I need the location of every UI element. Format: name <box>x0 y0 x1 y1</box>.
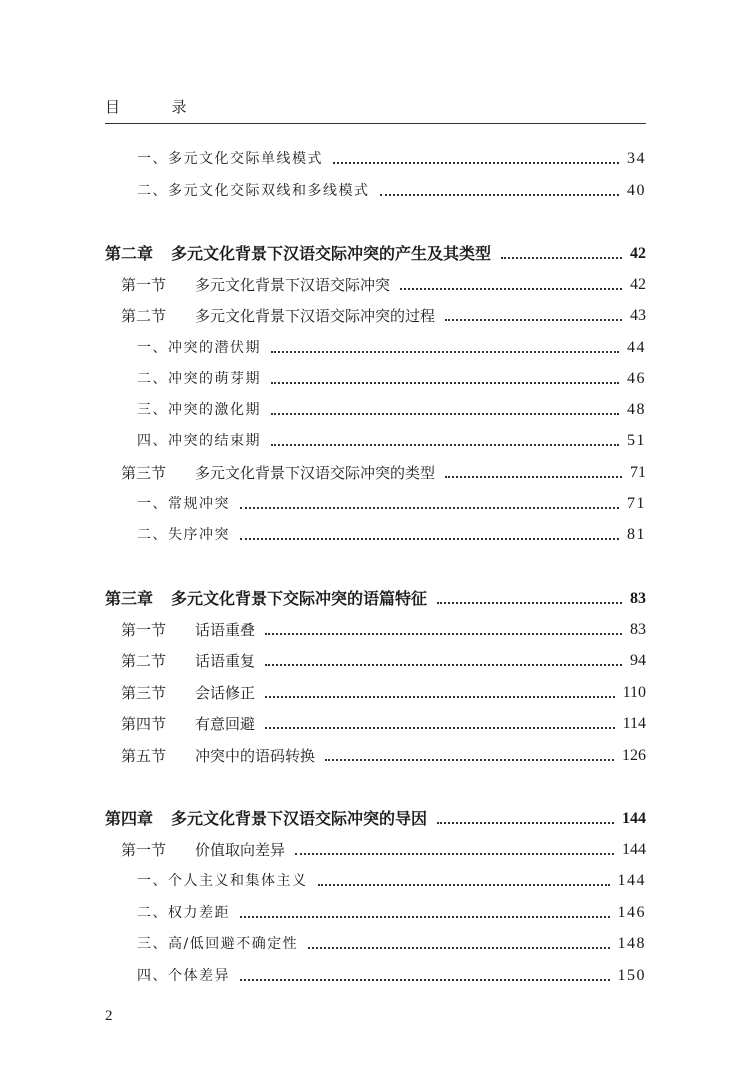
toc-entry-number: 第二章 <box>105 244 154 263</box>
dot-leader <box>240 916 610 918</box>
toc-entry-title <box>121 619 255 641</box>
dot-leader <box>295 853 614 855</box>
toc-entry-section[interactable] <box>121 839 646 861</box>
toc-entry-page: 148 <box>617 935 646 952</box>
toc-entry-item[interactable] <box>137 148 646 170</box>
toc-entry-page: 114 <box>622 715 646 732</box>
toc-entry-title <box>105 588 427 610</box>
toc-entry-text: 常规冲突 <box>168 496 230 512</box>
toc-entry-number: 第一节 <box>121 841 167 859</box>
toc-entry-page: 83 <box>630 621 646 638</box>
toc-entry-title <box>105 243 491 265</box>
dot-leader <box>437 602 622 604</box>
toc-entry-page: 71 <box>627 495 646 512</box>
toc-entry-title <box>137 399 261 421</box>
toc-entry-item[interactable] <box>137 965 646 987</box>
toc-entry-title <box>137 430 261 452</box>
running-head-title: 目 录 <box>105 98 201 116</box>
dot-leader <box>240 507 619 509</box>
toc-entry-item[interactable] <box>137 337 646 359</box>
dot-leader <box>333 162 619 164</box>
toc-entry-number: 一、 <box>137 873 168 889</box>
toc-entry-title <box>121 713 255 735</box>
toc-entry-number: 第一节 <box>121 276 167 294</box>
toc-entry-text: 冲突的激化期 <box>168 402 261 418</box>
toc-entry-title <box>137 368 261 390</box>
toc-entry-page: 40 <box>627 182 646 199</box>
toc-entry-page: 43 <box>630 307 646 324</box>
toc-entry-text: 多元文化背景下交际冲突的语篇特征 <box>171 589 428 608</box>
dot-leader <box>308 947 609 949</box>
toc-entry-title <box>137 902 230 924</box>
dot-leader <box>265 727 615 729</box>
dot-leader <box>318 884 610 886</box>
dot-leader <box>240 538 619 540</box>
toc-entry-title <box>121 839 285 861</box>
toc-entry-text: 价值取向差异 <box>195 841 286 859</box>
toc-entry-title <box>137 933 298 955</box>
toc-entry-page: 144 <box>617 872 646 889</box>
toc-entry-number: 四、 <box>137 433 168 449</box>
toc-entry-text: 多元文化交际单线模式 <box>168 151 323 167</box>
toc-entry-number: 四、 <box>137 968 168 984</box>
toc-entry-text: 个体差异 <box>168 968 230 984</box>
toc-entry-number: 一、 <box>137 151 168 167</box>
toc-entry-page: 83 <box>630 590 646 607</box>
toc-entry-item[interactable] <box>137 430 646 452</box>
toc-entry-page: 126 <box>622 747 646 764</box>
toc-entry-title <box>137 870 308 892</box>
toc-entry-text: 冲突的萌芽期 <box>168 371 261 387</box>
toc-entry-title <box>137 148 323 170</box>
toc-entry-title <box>137 493 230 515</box>
dot-leader <box>501 257 622 259</box>
dot-leader <box>271 413 619 415</box>
dot-leader <box>380 194 620 196</box>
toc-entry-section[interactable] <box>121 650 646 672</box>
toc-entry-title <box>137 524 230 546</box>
toc-entry-text: 多元文化交际双线和多线模式 <box>168 183 370 199</box>
toc-entry-page: 34 <box>627 150 646 167</box>
toc-entry-number: 第二节 <box>121 307 167 325</box>
toc-entry-section[interactable] <box>121 619 646 641</box>
toc-entry-number: 第三节 <box>121 464 167 482</box>
toc-entry-text: 话语重叠 <box>195 621 256 639</box>
toc-entry-text: 冲突的潜伏期 <box>168 340 261 356</box>
toc-entry-page: 94 <box>630 652 646 669</box>
toc-entry-item[interactable] <box>137 524 646 546</box>
toc-entry-text: 失序冲突 <box>168 527 230 543</box>
dot-leader <box>325 759 614 761</box>
toc-entry-page: 71 <box>630 464 646 481</box>
toc-entry-number: 第三节 <box>121 684 167 702</box>
toc-entry-section[interactable] <box>121 713 646 735</box>
toc-entry-title <box>121 682 255 704</box>
toc-entry-section[interactable] <box>121 462 646 484</box>
toc-entry-text: 话语重复 <box>195 652 256 670</box>
toc-entry-page: 46 <box>627 370 646 387</box>
toc-entry-page: 42 <box>630 245 646 262</box>
toc-entry-chapter[interactable] <box>105 243 646 265</box>
toc-entry-page: 42 <box>630 276 646 293</box>
toc-entry-item[interactable] <box>137 493 646 515</box>
toc-entry-text: 有意回避 <box>195 715 256 733</box>
toc-entry-section[interactable] <box>121 682 646 704</box>
toc-entry-text: 多元文化背景下汉语交际冲突 <box>195 276 391 294</box>
toc-entry-page: 150 <box>617 967 646 984</box>
toc-entry-title <box>137 180 370 202</box>
toc-entry-item[interactable] <box>137 933 646 955</box>
toc-entry-page: 146 <box>617 904 646 921</box>
dot-leader <box>445 319 622 321</box>
toc-entry-item[interactable] <box>137 368 646 390</box>
toc-entry-section[interactable] <box>121 274 646 296</box>
toc-entry-text: 高/低回避不确定性 <box>168 936 299 952</box>
toc-entry-number: 第二节 <box>121 652 167 670</box>
toc-entry-number: 第三章 <box>105 589 154 608</box>
toc-entry-number: 第一节 <box>121 621 167 639</box>
dot-leader <box>445 476 622 478</box>
toc-entry-title <box>105 808 427 830</box>
toc-entry-text: 冲突中的语码转换 <box>195 747 316 765</box>
toc-entry-text: 会话修正 <box>195 684 256 702</box>
toc-entry-title <box>121 274 390 296</box>
toc-entry-page: 144 <box>622 841 646 858</box>
toc-entry-page: 44 <box>627 339 646 356</box>
toc-entry-text: 多元文化背景下汉语交际冲突的类型 <box>195 464 436 482</box>
dot-leader <box>271 444 619 446</box>
toc-entry-page: 48 <box>627 401 646 418</box>
toc-entry-item[interactable] <box>137 902 646 924</box>
toc-entry-number: 第四节 <box>121 715 167 733</box>
toc-entry-title <box>121 650 255 672</box>
toc-entry-item[interactable] <box>137 399 646 421</box>
toc-entry-page: 110 <box>622 684 646 701</box>
toc-entry-title <box>137 337 261 359</box>
toc-entry-number: 二、 <box>137 905 168 921</box>
toc-entry-section[interactable] <box>121 305 646 327</box>
dot-leader <box>265 664 622 666</box>
toc-entry-chapter[interactable] <box>105 808 646 830</box>
dot-leader <box>265 696 615 698</box>
dot-leader <box>265 633 622 635</box>
folio-page-number: 2 <box>105 1008 113 1024</box>
toc-entry-text: 权力差距 <box>168 905 230 921</box>
toc-entry-page: 144 <box>622 810 646 827</box>
dot-leader <box>400 288 622 290</box>
toc-entry-item[interactable] <box>137 870 646 892</box>
toc-entry-number: 第五节 <box>121 747 167 765</box>
toc-entry-number: 二、 <box>137 371 168 387</box>
toc-entry-title <box>121 462 435 484</box>
toc-entry-number: 一、 <box>137 340 168 356</box>
toc-entry-title <box>137 965 230 987</box>
dot-leader <box>240 979 610 981</box>
toc-entry-number: 二、 <box>137 183 168 199</box>
toc-entry-section[interactable] <box>121 745 646 767</box>
dot-leader <box>271 382 619 384</box>
toc-entry-number: 三、 <box>137 402 168 418</box>
toc-entry-text: 多元文化背景下汉语交际冲突的产生及其类型 <box>171 244 492 263</box>
toc-entry-page: 81 <box>627 526 646 543</box>
toc-entry-title <box>121 745 315 767</box>
toc-entry-number: 二、 <box>137 527 168 543</box>
dot-leader <box>437 822 614 824</box>
toc-entry-title <box>121 305 435 327</box>
toc-entry-text: 个人主义和集体主义 <box>168 873 308 889</box>
toc-entry-number: 三、 <box>137 936 168 952</box>
toc-entry-number: 第四章 <box>105 809 154 828</box>
toc-entry-text: 多元文化背景下汉语交际冲突的导因 <box>171 809 428 828</box>
toc-entry-number: 一、 <box>137 496 168 512</box>
toc-entry-text: 多元文化背景下汉语交际冲突的过程 <box>195 307 436 325</box>
dot-leader <box>271 351 619 353</box>
toc-entry-text: 冲突的结束期 <box>168 433 261 449</box>
toc-entry-item[interactable] <box>137 180 646 202</box>
toc-entry-page: 51 <box>627 432 646 449</box>
toc-entry-chapter[interactable] <box>105 588 646 610</box>
